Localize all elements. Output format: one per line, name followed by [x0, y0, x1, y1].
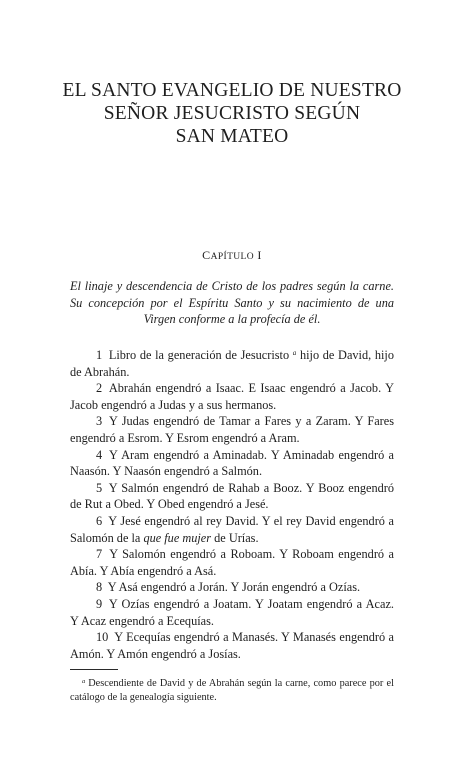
footnote-divider — [70, 669, 118, 670]
title-line-3: SAN MATEO — [175, 126, 289, 147]
verse-text: Abrahán engendró a Isaac. E Isaac engendró a Jacob. Y Jacob engendró a Judas y a sus hermanos. — [70, 381, 394, 412]
footnote-text: Descendiente de David y de Abrahán según la carne, como parece por el catálogo de la genealogía siguiente. — [70, 678, 394, 704]
footnote-marker: a — [82, 678, 86, 685]
verse-number: 7 — [96, 547, 103, 562]
verse-text-end: de Urías. — [211, 530, 259, 545]
verse-number: 8 — [96, 580, 103, 595]
chapter-word: APÍTULO — [210, 252, 255, 262]
verse-text: Y Asá engendró a Jorán. Y Jorán engendró a Ozías. — [107, 580, 361, 595]
verse — [70, 380, 394, 413]
book-title — [40, 79, 424, 148]
verse-text: Y Judas engendró de Tamar a Fares y a Zaram. Y Fares engendró a Esrom. Y Esrom engendró a Aram. — [70, 414, 394, 445]
verse-text: Y Salmón engendró de Rahab a Booz. Y Booz engendró de Rut a Obed. Y Obed engendró a Jesé. — [70, 480, 395, 512]
verse-text: Y Aram engendró a Aminadab. Y Aminadab engendró a Naasón. Y Naasón engendró a Salmón. — [70, 447, 395, 479]
verse-number: 5 — [96, 480, 103, 495]
verse-number: 9 — [96, 596, 103, 611]
verse — [70, 513, 394, 546]
verse-text: Y Jesé engendró al rey David. Y el rey David engendró a Salomón de la — [70, 513, 394, 545]
verse-number: 10 — [96, 630, 109, 645]
verse-list — [70, 345, 394, 662]
verse-text: Y Salomón engendró a Roboam. Y Roboam engendró a Abía. Y Abía engendró a Asá. — [70, 547, 394, 578]
verse — [70, 413, 394, 446]
verse — [70, 579, 394, 596]
title-line-2: SEÑOR JESUCRISTO SEGÚN — [103, 103, 361, 124]
verse — [70, 480, 394, 513]
verse — [70, 447, 394, 480]
verse-italic: que fue mujer — [143, 530, 212, 545]
chapter-heading — [0, 248, 464, 263]
verse — [70, 629, 394, 662]
footnote-ref: a — [292, 349, 297, 357]
verse-number: 1 — [96, 348, 103, 362]
footnote — [70, 675, 394, 705]
chapter-summary: El linaje y descendencia de Cristo de los padres según la carne. Su concepción por el Espíritu Santo y su nacimiento de una Virgen conforme a la profecía de él. — [70, 279, 394, 327]
verse — [70, 345, 394, 380]
verse-number: 2 — [96, 381, 103, 396]
verse-number: 3 — [96, 414, 103, 429]
verse-text: Y Ecequías engendró a Manasés. Y Manasés engendró a Amón. Y Amón engendró a Josías. — [70, 630, 394, 661]
verse — [70, 546, 394, 579]
verse-number: 6 — [96, 513, 103, 528]
chapter-cap: C — [202, 248, 211, 262]
verse-text-end: hijo de David, hijo de Abrahán. — [70, 348, 394, 379]
verse — [70, 596, 394, 629]
title-line-1: EL SANTO EVANGELIO DE NUESTRO — [62, 80, 402, 101]
verse-text: Y Ozías engendró a Joatam. Y Joatam engendró a Acaz. Y Acaz engendró a Ecequías. — [70, 596, 394, 628]
chapter-numeral: I — [257, 248, 262, 262]
verse-number: 4 — [96, 447, 103, 462]
verse-text: Libro de la generación de Jesucristo — [108, 348, 293, 362]
